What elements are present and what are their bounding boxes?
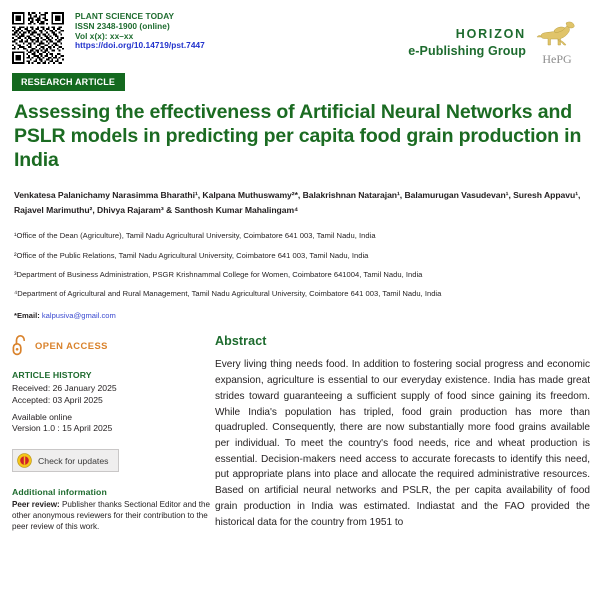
publisher-group: e-Publishing Group: [408, 44, 526, 58]
page-title: Assessing the effectiveness of Artificial Neural Networks and PSLR models in predicting per capita food grain production in India: [14, 101, 582, 171]
body-columns: [0, 334, 600, 532]
additional-information: [10, 487, 213, 533]
email-label: *Email:: [14, 311, 40, 321]
journal-title: PLANT SCIENCE TODAY: [75, 11, 175, 21]
publisher-logo-text: HePG: [542, 52, 572, 66]
author-line-2: Rajavel Marimuthu², Dhivya Rajaram³ & Santhosh Kumar Mahalingam⁴: [14, 205, 299, 216]
publisher-horizon: HORIZON: [455, 27, 526, 41]
masthead: [0, 0, 600, 66]
sidebar-column: [0, 334, 213, 532]
affiliation-item: ¹Office of the Dean (Agriculture), Tamil Nadu Agricultural University, Coimbatore 641 003, Tamil Nadu, India: [14, 231, 376, 241]
affiliation-item: ⁴Department of Agricultural and Rural Management, Tamil Nadu Agricultural University, Coimbatore 641 003, Tamil Nadu, India: [14, 289, 442, 299]
publisher-branding: [408, 12, 588, 67]
email-address[interactable]: kalpusiva@gmail.com: [41, 311, 116, 321]
check-for-updates-button[interactable]: [12, 449, 119, 472]
affiliation-item: ²Office of the Public Relations, Tamil Nadu Agricultural University, Coimbatore 641 003, Tamil Nadu, India: [14, 250, 369, 260]
publisher-logo: [534, 18, 580, 67]
affiliation-item: ³Department of Business Administration, PSGR Krishnammal College for Women, Coimbatore 641004, Tamil Nadu, India: [14, 270, 423, 280]
peer-review-note: [10, 500, 213, 533]
abstract-heading: Abstract: [215, 334, 267, 349]
article-type-badge: RESEARCH ARTICLE: [12, 73, 125, 91]
article-history-heading: ARTICLE HISTORY: [12, 370, 92, 381]
check-for-updates-label: Check for updates: [38, 455, 109, 466]
abstract-text: Every living thing needs food. In addition to fostering social progress and economic expansion, agriculture is essential to our everyday existence. India has made great strides toward guaranteeing a sufficient supply of food since gaining its freedom. While India's population has tripled, food grain production has more than quadrupled. Consequently, there are now substantially more food grains available per individual. To meet the country's food needs, rice and wheat production is essential. Decision-makers need access to accurate forecasts to identify this need, put appropriate plans into place and allocate the required administrative resources. Based on artificial neural networks and PSLR, the per capita availability of food grain production in India was estimated. Indiastat and the FAO provided the historical data for the country from 1951 to: [215, 359, 590, 528]
history-version: Version 1.0 : 15 April 2025: [12, 423, 113, 434]
peer-review-text: Publisher thanks Sectional Editor and the other anonymous reviewers for their contribution to the peer review of this work.: [12, 500, 210, 531]
open-access-label: OPEN ACCESS: [35, 339, 108, 351]
crossmark-icon: [17, 453, 32, 468]
open-access-badge: [10, 334, 213, 356]
doi-link[interactable]: https://doi.org/10.14719/pst.7447: [75, 40, 205, 51]
article-type-row: [0, 66, 600, 91]
affiliation-list: [14, 231, 586, 299]
history-accepted: Accepted: 03 April 2025: [12, 395, 103, 406]
griffin-logo-icon: [536, 18, 578, 50]
corresponding-email: [14, 311, 586, 320]
open-lock-icon: [12, 334, 28, 356]
journal-issn: ISSN 2348-1900 (online): [75, 20, 170, 31]
journal-volume: Vol x(x): xx–xx: [75, 30, 134, 41]
author-list: [14, 188, 586, 218]
history-received: Received: 26 January 2025: [12, 383, 117, 394]
peer-review-label: Peer review:: [12, 500, 60, 510]
abstract-column: [213, 334, 600, 532]
history-available-online: Available online: [12, 411, 73, 422]
additional-info-heading: Additional information: [12, 487, 107, 498]
publisher-name: [408, 27, 526, 58]
author-line-1: Venkatesa Palanichamy Narasimma Bharathi¹, Kalpana Muthuswamy²*, Balakrishnan Natarajan¹, Balamurugan Vasudevan¹, Suresh Appavu¹,: [14, 190, 581, 201]
qr-code-icon: [12, 12, 64, 64]
journal-info: [75, 12, 205, 51]
